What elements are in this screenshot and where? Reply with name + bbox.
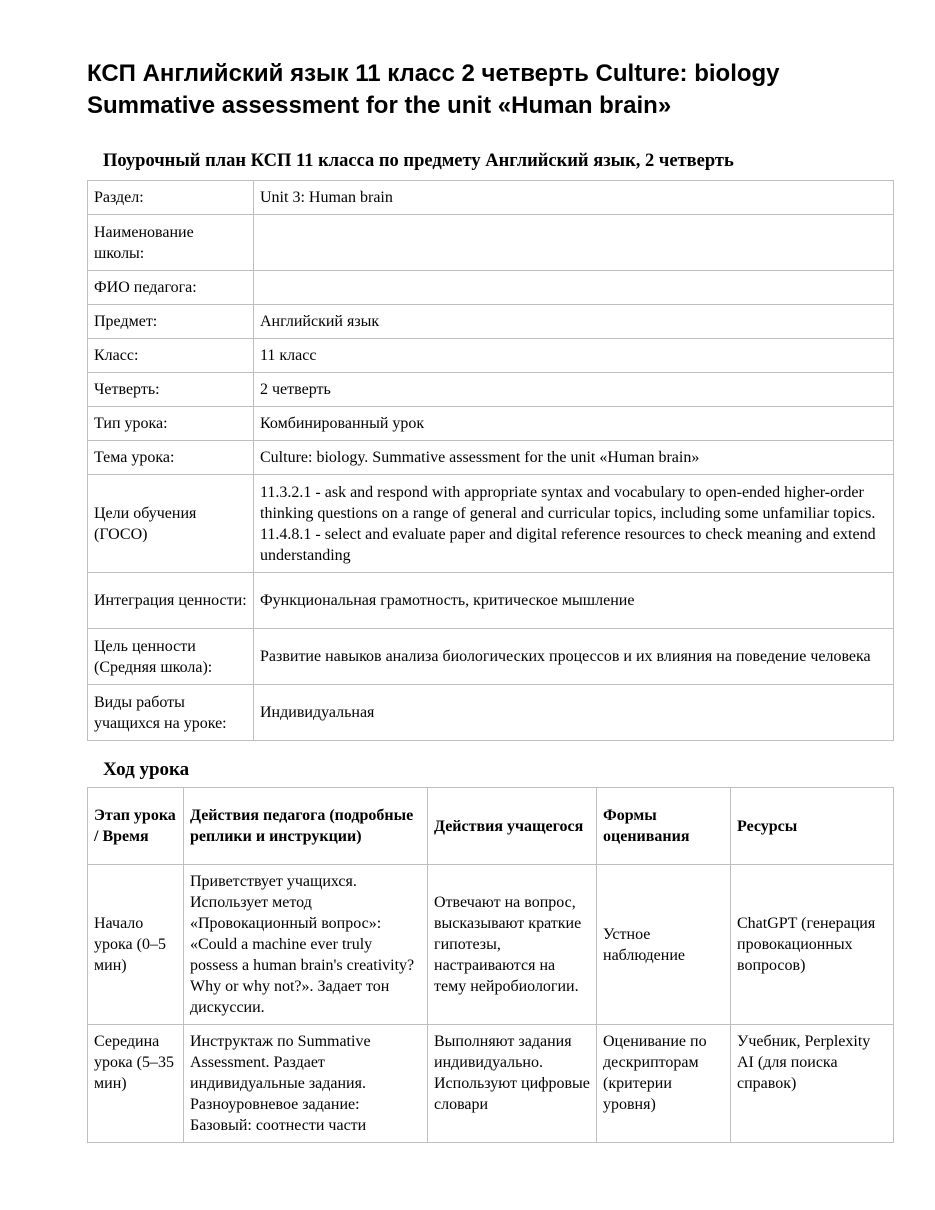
info-label: ФИО педагога: (88, 271, 254, 305)
info-value (254, 271, 894, 305)
flow-header-row (88, 788, 894, 865)
student-cell: Выполняют задания индивидуально. Используют цифровые словари (428, 1025, 597, 1143)
info-value: Unit 3: Human brain (254, 181, 894, 215)
info-value: Функциональная грамотность, критическое мышление (254, 573, 894, 629)
info-label: Цели обучения (ГОСО) (88, 475, 254, 573)
title-line-1: КСП Английский язык 11 класс 2 четверть Culture: biology (87, 60, 780, 87)
info-row-teacher (88, 271, 894, 305)
student-cell: Отвечают на вопрос, высказывают краткие гипотезы, настраиваются на тему нейробиологии. (428, 865, 597, 1025)
info-row-values-integration (88, 573, 894, 629)
info-label: Четверть: (88, 373, 254, 407)
info-label: Наименование школы: (88, 215, 254, 271)
info-value: 2 четверть (254, 373, 894, 407)
stage-cell: Середина урока (5–35 мин) (88, 1025, 184, 1143)
flow-row-middle (88, 1025, 894, 1143)
resources-cell: ChatGPT (генерация провокационных вопросов) (731, 865, 894, 1025)
info-row-grade (88, 339, 894, 373)
info-value: 11.3.2.1 - ask and respond with appropriate syntax and vocabulary to open-ended higher-order thinking questions on a range of general and curricular topics, including some unfamiliar topics. 11.4.8.1 - select and evaluate paper and digital reference resources to check meaning and extend understanding (254, 475, 894, 573)
info-row-subject (88, 305, 894, 339)
plan-heading: Поурочный план КСП 11 класса по предмету Английский язык, 2 четверть (103, 151, 734, 171)
info-row-lesson-type (88, 407, 894, 441)
info-value: Комбинированный урок (254, 407, 894, 441)
header-student-actions: Действия учащегося (428, 788, 597, 865)
title-line-2: Summative assessment for the unit «Human brain» (87, 92, 672, 119)
info-label: Тема урока: (88, 441, 254, 475)
assessment-cell: Устное наблюдение (597, 865, 731, 1025)
stage-cell: Начало урока (0–5 мин) (88, 865, 184, 1025)
header-assessment: Формы оценивания (597, 788, 731, 865)
document-page (87, 58, 893, 1143)
teacher-cell: Приветствует учащихся. Использует метод «Провокационный вопрос»: «Could a machine ever truly possess a human brain's creativity? Why or why not?». Задает тон дискуссии. (184, 865, 428, 1025)
header-teacher-actions: Действия педагога (подробные реплики и инструкции) (184, 788, 428, 865)
lesson-flow-table (87, 787, 894, 1143)
info-value: 11 класс (254, 339, 894, 373)
info-label: Цель ценности (Средняя школа): (88, 629, 254, 685)
header-stage: Этап урока / Время (88, 788, 184, 865)
info-label: Предмет: (88, 305, 254, 339)
info-value (254, 215, 894, 271)
teacher-cell: Инструктаж по Summative Assessment. Раздает индивидуальные задания. Разноуровневое задание: Базовый: соотнести части (184, 1025, 428, 1143)
info-label: Класс: (88, 339, 254, 373)
info-label: Раздел: (88, 181, 254, 215)
info-value: Индивидуальная (254, 685, 894, 741)
info-row-value-goal (88, 629, 894, 685)
document-title (87, 58, 893, 122)
lesson-info-table (87, 180, 894, 741)
header-resources: Ресурсы (731, 788, 894, 865)
lesson-progress-heading: Ход урока (103, 759, 190, 780)
info-row-quarter (88, 373, 894, 407)
info-label: Тип урока: (88, 407, 254, 441)
assessment-cell: Оценивание по дескрипторам (критерии уровня) (597, 1025, 731, 1143)
info-label: Виды работы учащихся на уроке: (88, 685, 254, 741)
info-row-topic (88, 441, 894, 475)
info-value: Развитие навыков анализа биологических процессов и их влияния на поведение человека (254, 629, 894, 685)
info-row-school (88, 215, 894, 271)
info-row-objectives (88, 475, 894, 573)
info-row-work-types (88, 685, 894, 741)
info-row-section (88, 181, 894, 215)
flow-row-start (88, 865, 894, 1025)
info-label: Интеграция ценности: (88, 573, 254, 629)
resources-cell: Учебник, Perplexity AI (для поиска справок) (731, 1025, 894, 1143)
info-value: Culture: biology. Summative assessment for the unit «Human brain» (254, 441, 894, 475)
info-value: Английский язык (254, 305, 894, 339)
